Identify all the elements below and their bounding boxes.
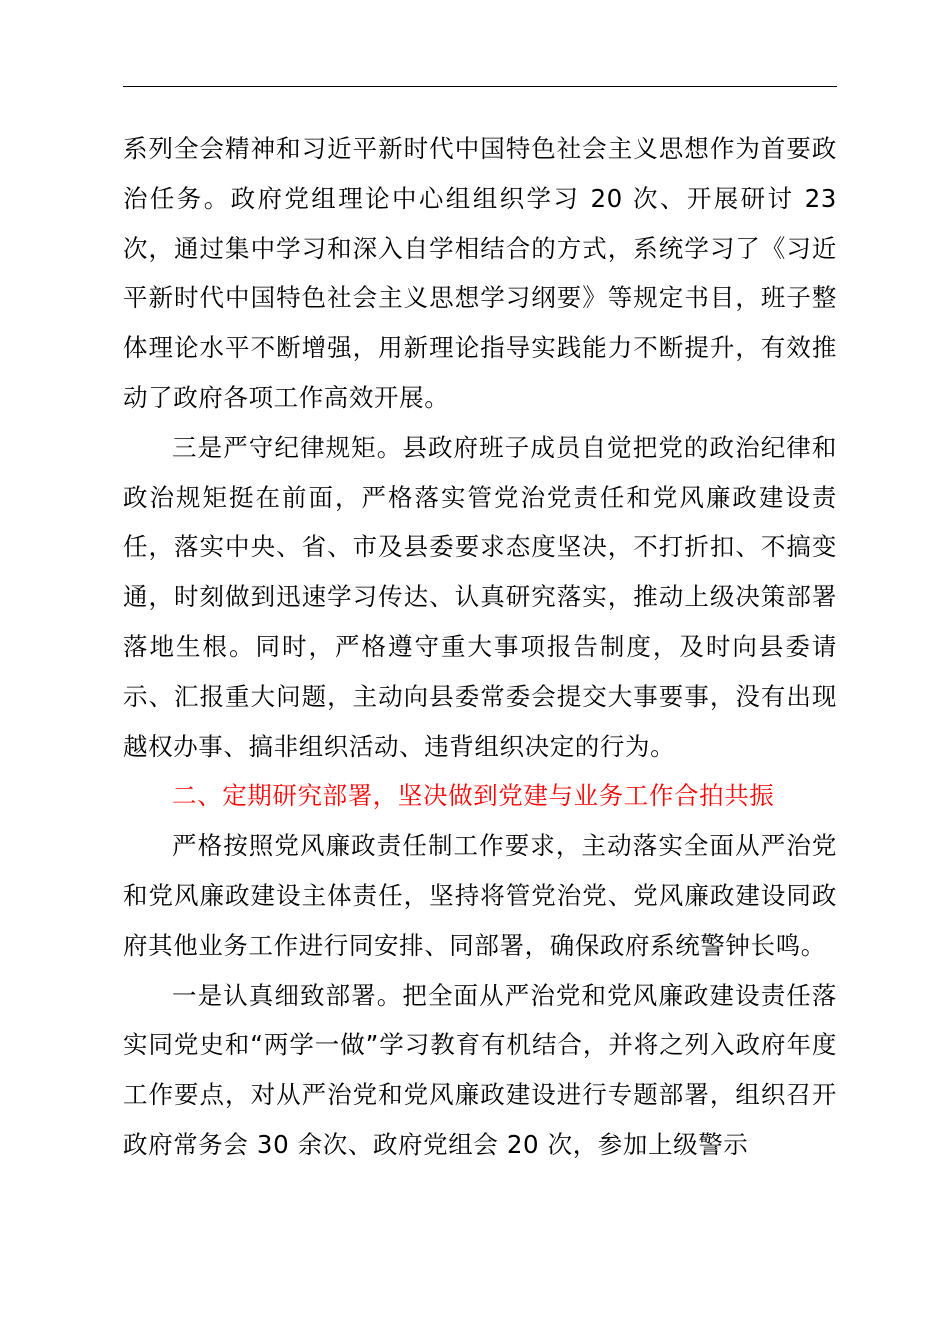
- paragraph-responsibility: 严格按照党风廉政责任制工作要求，主动落实全面从严治党和党风廉政建设主体责任，坚持将管党治党、党风廉政建设同政府其他业务工作进行同安排、同部署，确保政府系统警钟长鸣。: [123, 831, 837, 960]
- paragraph-deployment: 一是认真细致部署。把全面从严治党和党风廉政建设责任落实同党史和“两学一做”学习教育有机结合，并将之列入政府年度工作要点，对从严治党和党风廉政建设进行专题部署，组织召开政府常务会 30 余次、政府党组会 20 次，参加上级警示: [123, 980, 837, 1159]
- header-rule: [123, 86, 837, 87]
- section-heading-two: 二、定期研究部署，坚决做到党建与业务工作合拍共振: [172, 781, 775, 811]
- paragraph-discipline: 三是严守纪律规矩。县政府班子成员自觉把党的政治纪律和政治规矩挺在前面，严格落实管党治党责任和党风廉政建设责任，落实中央、省、市及县委要求态度坚决，不打折扣、不搞变通，时刻做到迅速学习传达、认真研究落实，推动上级决策部署落地生根。同时，严格遵守重大事项报告制度，及时向县委请示、汇报重大问题，主动向县委常委会提交大事要事，没有出现越权办事、搞非组织活动、违背组织决定的行为。: [123, 432, 837, 761]
- paragraph-study-continuation: 系列全会精神和习近平新时代中国特色社会主义思想作为首要政治任务。政府党组理论中心组组织学习 20 次、开展研讨 23 次，通过集中学习和深入自学相结合的方式，系统学习了《习近平新时代中国特色社会主义思想学习纲要》等规定书目，班子整体理论水平不断增强，用新理论指导实践能力不断提升，有效推动了政府各项工作高效开展。: [123, 134, 837, 412]
- document-body: [123, 124, 837, 1170]
